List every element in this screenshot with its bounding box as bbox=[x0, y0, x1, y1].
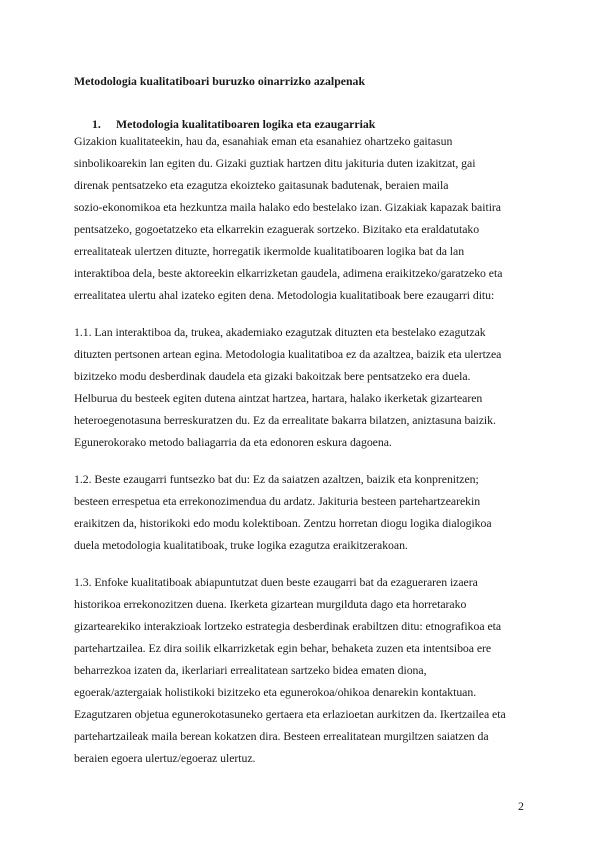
paragraph-4-line: partehartzaileak maila berean kokatzen dira. Besteen errealitatean murgiltzen saiatzen da bbox=[74, 729, 489, 743]
paragraph-4-line: egoerak/aztergaiak holistikoki bizitzeko eta egunerokoa/ohikoa denarekin kontaktuan. bbox=[74, 685, 477, 699]
paragraph-4-line: Ezagutzaren objetua egunerokotasuneko gertaera eta erlazioetan aurkitzen da. Ikertzailea eta bbox=[74, 707, 506, 721]
paragraph-1-line: pentsatzeko, gogoetatzeko eta elkarrekin ezaguerak sortzeko. Bizitako eta eraldatutako bbox=[74, 222, 480, 236]
paragraph-1-line: sozio-ekonomikoa eta hezkuntza maila halako edo bestelako izan. Gizakiak kapazak baitira bbox=[74, 200, 501, 214]
paragraph-1-line: interaktiboa dela, beste aktoreekin elkarrizketan gaudela, adimena eraikitzeko/garatzeko eta bbox=[74, 266, 503, 280]
paragraph-4-line: gizartearekiko interakzioak lortzeko estrategia desberdinak erabiltzen ditu: etnografikoa eta bbox=[74, 619, 502, 633]
section-number: 1. bbox=[92, 117, 101, 131]
paragraph-2-line: 1.1. Lan interaktiboa da, trukea, akademiako ezagutzak dituzten eta bestelako ezagutzak bbox=[74, 325, 486, 339]
page-number: 2 bbox=[518, 799, 524, 813]
paragraph-2-line: bizitzeko modu desberdinak daudela eta gizaki bakoitzak bere pentsatzeko era duela. bbox=[74, 369, 471, 383]
paragraph-4-line: partehartzailea. Ez dira soilik elkarrizketak egin behar, behaketa zuzen eta intentsiboa ere bbox=[74, 641, 492, 655]
section-heading bbox=[92, 116, 375, 132]
paragraph-4-line: 1.3. Enfoke kualitatiboak abiapuntutzat duen beste ezaugarri bat da ezagueraren izaera bbox=[74, 575, 478, 589]
paragraph-2-line: Egunerokorako metodo baliagarria da eta edonoren eskura dagoena. bbox=[74, 435, 392, 449]
paragraph-2-line: dituzten pertsonen artean egina. Metodologia kualitatiboa ez da azaltzea, baizik eta ulertzea bbox=[74, 347, 502, 361]
paragraph-4-line: historikoa errekonozitzen duena. Ikerketa gizartean murgilduta dago eta horretarako bbox=[74, 597, 467, 611]
paragraph-2-line: heteroegenotasuna berreskuratzen du. Ez da errealitate bakarra bilatzen, aniztasuna baizik. bbox=[74, 413, 496, 427]
paragraph-1-line: direnak pentsatzeko eta ezagutza ekoizteko gaitasunak badutenak, beraien maila bbox=[74, 178, 449, 192]
document-title: Metodologia kualitatiboari buruzko oinarrizko azalpenak bbox=[74, 74, 366, 88]
section-heading-text: Metodologia kualitatiboaren logika eta ezaugarriak bbox=[116, 117, 376, 131]
paragraph-1-line: errealitatea ulertu ahal izateko egiten dena. Metodologia kualitatiboak bere ezaugarri ditu: bbox=[74, 288, 495, 302]
paragraph-1-line: sinbolikoarekin lan egiten du. Gizaki guztiak hartzen ditu jakituria duten izakitzat, gai bbox=[74, 156, 476, 170]
paragraph-1-line: errealitateak ulertzen dituzte, horregatik ikermolde kualitatiboaren logika bat da lan bbox=[74, 244, 465, 258]
paragraph-1-line: Gizakion kualitateekin, hau da, esanahiak eman eta esanahiez ohartzeko gaitasun bbox=[74, 134, 453, 148]
paragraph-4-line: beharrezkoa izaten da, ikerlariari errealitatean sartzeko bidea ematen diona, bbox=[74, 663, 427, 677]
paragraph-3-line: duela metodologia kualitatiboak, truke logika ezagutza eraikitzerakoan. bbox=[74, 538, 408, 552]
paragraph-3-line: 1.2. Beste ezaugarri funtsezko bat du: Ez da saiatzen azaltzen, baizik eta konprenitzen; bbox=[74, 472, 479, 486]
paragraph-4-line: beraien egoera ulertuz/egoeraz ulertuz. bbox=[74, 751, 256, 765]
paragraph-2-line: Helburua du besteek egiten dutena aintzat hartzea, hartara, halako ikerketak gizartearen bbox=[74, 391, 483, 405]
paragraph-3-line: besteen errespetua eta errekonozimendua du ardatz. Jakituria besteen partehartzearekin bbox=[74, 494, 481, 508]
paragraph-3-line: eraikitzen da, historikoki edo modu kolektiboan. Zentzu horretan diogu logika dialogikoa bbox=[74, 516, 492, 530]
